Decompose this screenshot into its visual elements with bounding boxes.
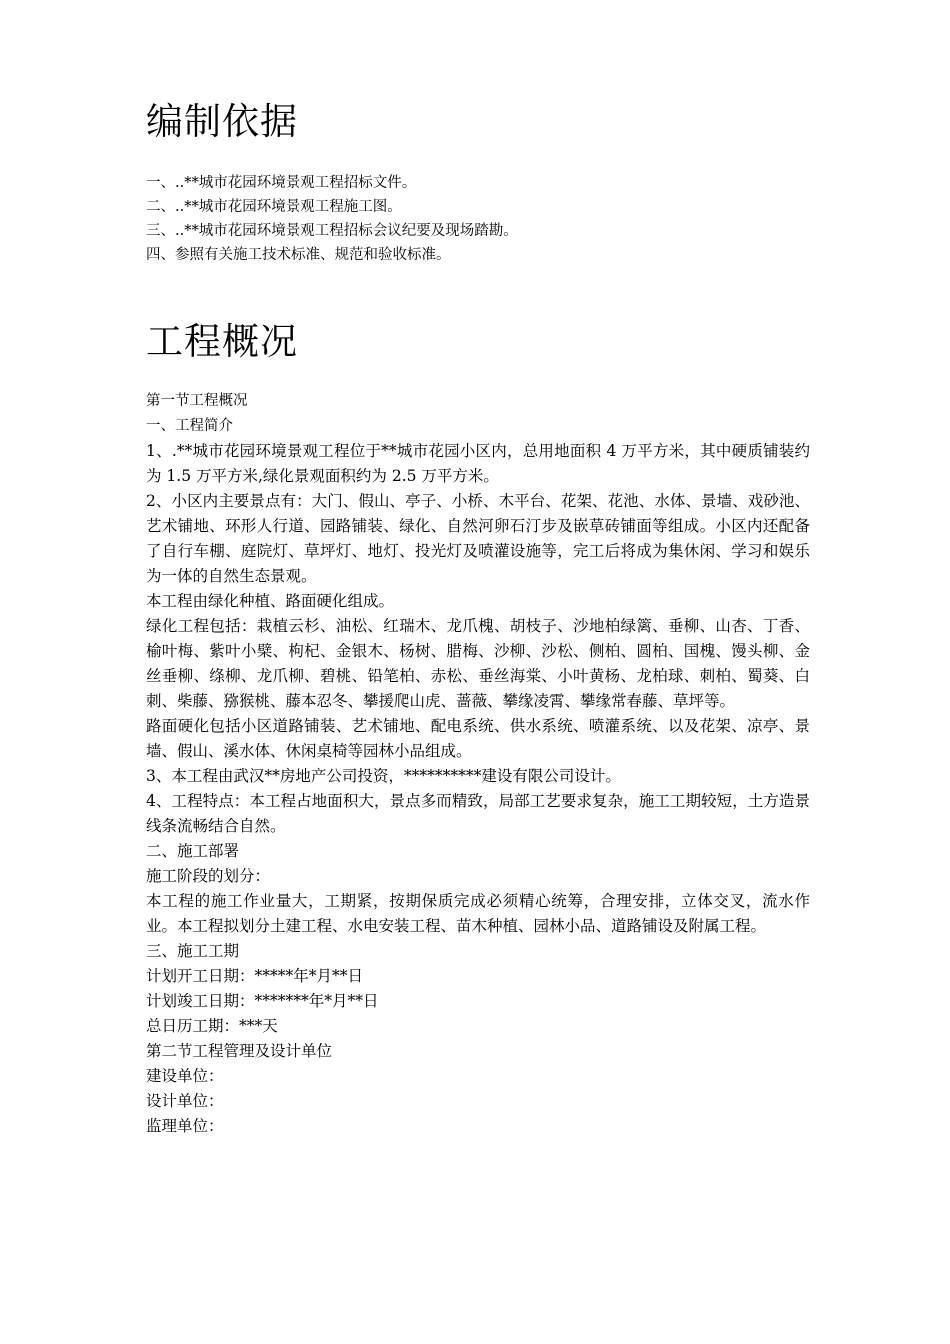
- paragraph: 3、本工程由武汉**房地产公司投资，**********建设有限公司设计。: [146, 767, 621, 785]
- paragraph: 建设单位：: [146, 1067, 224, 1085]
- basis-item: 二、..**城市花园环境景观工程施工图。: [146, 199, 402, 215]
- paragraph: 2、小区内主要景点有：大门、假山、亭子、小桥、木平台、花架、花池、水体、景墙、戏砂池、艺术铺地、环形人行道、园路铺装、绿化、自然河卵石汀步及嵌草砖铺面等组成。小区内还配备了自行车棚、庭院灯、草坪灯、地灯、投光灯及喷灌设施等，完工后将成为集休闲、学习和娱乐为一体的自然生态景观。: [146, 492, 810, 585]
- paragraph: 施工阶段的划分：: [146, 867, 271, 885]
- section-title-basis: 编制依据: [146, 100, 298, 143]
- paragraph: 本工程由绿化种植、路面硬化组成。: [146, 592, 395, 610]
- section-title-overview: 工程概况: [146, 320, 298, 363]
- basis-item: 一、..**城市花园环境景观工程招标文件。: [146, 175, 417, 191]
- basis-item: 三、..**城市花园环境景观工程招标会议纪要及现场踏勘。: [146, 223, 518, 239]
- item-heading: 三、施工工期: [146, 942, 240, 960]
- item-heading: 二、施工部署: [146, 842, 240, 860]
- paragraph: 总日历工期：***天: [146, 1017, 278, 1035]
- paragraph: 监理单位：: [146, 1117, 224, 1135]
- item-heading: 一、工程简介: [146, 418, 233, 434]
- paragraph: 计划竣工日期：*******年*月**日: [146, 992, 379, 1010]
- basis-item: 四、参照有关施工技术标准、规范和验收标准。: [146, 247, 451, 263]
- subsection-heading: 第二节工程管理及设计单位: [146, 1042, 333, 1060]
- paragraph: 1、.**城市花园环境景观工程位于**城市花园小区内，总用地面积 4 万平方米，其中硬质铺装约为 1.5 万平方米,绿化景观面积约为 2.5 万平方米。: [146, 442, 810, 485]
- paragraph: 本工程的施工作业量大，工期紧，按期保质完成必须精心统筹，合理安排，立体交叉，流水作业。本工程拟划分土建工程、水电安装工程、苗木种植、园林小品、道路铺设及附属工程。: [146, 892, 810, 935]
- paragraph: 绿化工程包括：栽植云杉、油松、红瑞木、龙爪槐、胡枝子、沙地柏绿篱、垂柳、山杏、丁香、榆叶梅、紫叶小檗、枸杞、金银木、杨树、腊梅、沙柳、沙松、侧柏、圆柏、国槐、馒头柳、金丝垂柳、绦柳、龙爪柳、碧桃、铅笔柏、赤松、垂丝海棠、小叶黄杨、龙柏球、刺柏、蜀葵、白刺、柴藤、猕猴桃、藤本忍冬、攀援爬山虎、蔷薇、攀缘凌霄、攀缘常春藤、草坪等。: [146, 617, 810, 710]
- overview-body: [146, 389, 810, 1139]
- subsection-heading: 第一节工程概况: [146, 393, 248, 409]
- paragraph: 路面硬化包括小区道路铺装、艺术铺地、配电系统、供水系统、喷灌系统、以及花架、凉亭、景墙、假山、溪水体、休闲桌椅等园林小品组成。: [146, 717, 810, 760]
- paragraph: 设计单位：: [146, 1092, 224, 1110]
- paragraph: 4、工程特点：本工程占地面积大，景点多而精致，局部工艺要求复杂，施工工期较短，土方造景线条流畅结合自然。: [146, 792, 810, 835]
- basis-list: [146, 171, 810, 267]
- paragraph: 计划开工日期：*****年*月**日: [146, 967, 364, 985]
